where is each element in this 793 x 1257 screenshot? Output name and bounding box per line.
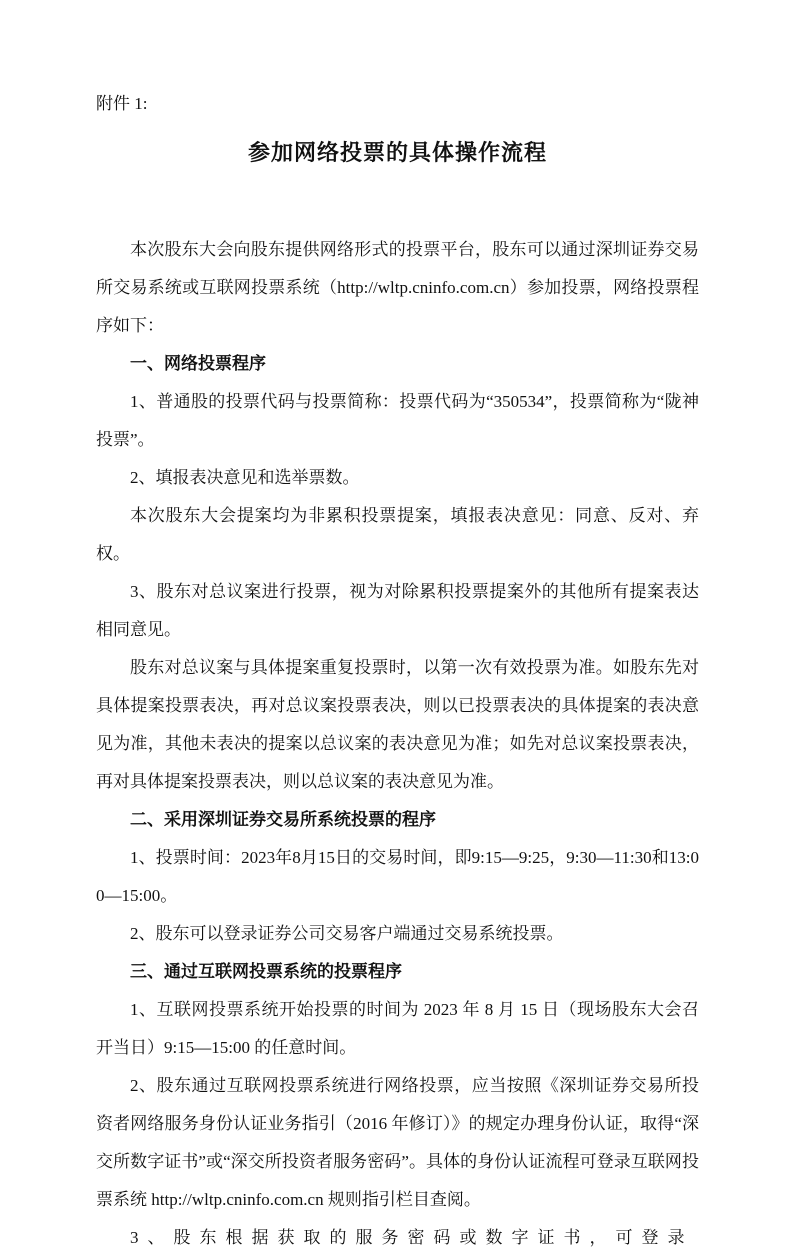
paragraph: 2、填报表决意见和选举票数。 [130,468,360,487]
section-heading-internet-voting: 三、通过互联网投票系统的投票程序 [130,962,402,981]
section-heading-network-voting-procedure: 一、网络投票程序 [130,354,266,373]
page-title: 参加网络投票的具体操作流程 [247,140,547,165]
paragraph: 本次股东大会提案均为非累积投票提案，填报表决意见：同意、反对、弃权。 [96,506,699,563]
paragraph: 1、互联网投票系统开始投票的时间为 2023 年 8 月 15 日（现场股东大会召开当日）9:15—15:00 的任意时间。 [96,1000,699,1057]
paragraph-continued-next-page: 3、股东根据获取的服务密码或数字证书，可登录 [130,1228,694,1247]
paragraph: 3、股东对总议案进行投票，视为对除累积投票提案外的其他所有提案表达相同意见。 [96,582,699,639]
paragraph: 股东对总议案与具体提案重复投票时，以第一次有效投票为准。如股东先对具体提案投票表决，再对总议案投票表决，则以已投票表决的具体提案的表决意见为准，其他未表决的提案以总议案的表决意见为准；如先对总议案投票表决，再对具体提案投票表决，则以总议案的表决意见为准。 [96,658,699,791]
section-heading-szse-system-voting: 二、采用深圳证券交易所系统投票的程序 [130,810,436,829]
paragraph: 1、投票时间：2023年8月15日的交易时间，即9:15—9:25，9:30—11:30和13:00—15:00。 [96,848,699,905]
intro-paragraph: 本次股东大会向股东提供网络形式的投票平台，股东可以通过深圳证券交易所交易系统或互联网投票系统（http://wltp.cninfo.com.cn）参加投票，网络投票程序如下： [96,240,699,335]
attachment-label: 附件 1: [96,94,148,113]
paragraph: 2、股东通过互联网投票系统进行网络投票，应当按照《深圳证券交易所投资者网络服务身份认证业务指引（2016 年修订）》的规定办理身份认证，取得“深交所数字证书”或“深交所投资者服务密码”。具体的身份认证流程可登录互联网投票系统 http://wltp.cninfo.com.cn 规则指引栏目查阅。 [96,1076,699,1209]
paragraph: 1、普通股的投票代码与投票简称：投票代码为“350534”，投票简称为“陇神投票”。 [96,392,699,449]
paragraph: 2、股东可以登录证券公司交易客户端通过交易系统投票。 [130,924,564,943]
